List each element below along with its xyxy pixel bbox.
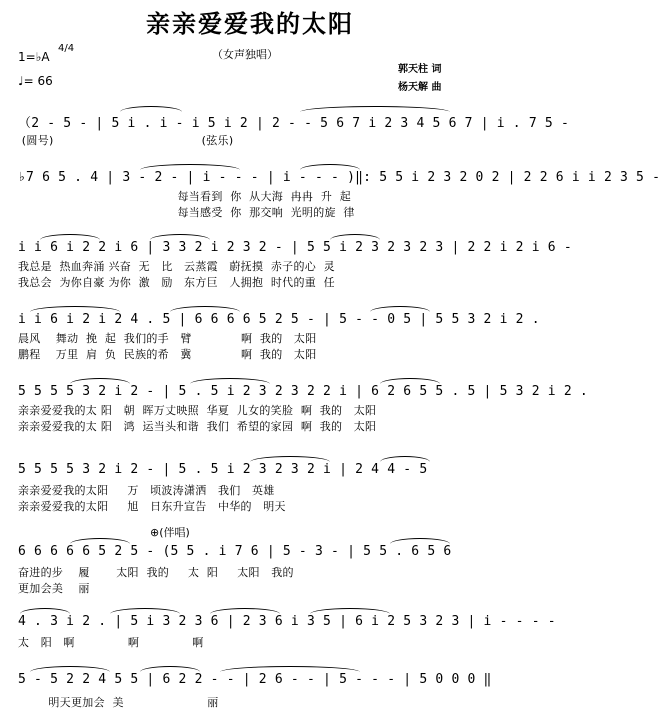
composer-credit: 杨天解 曲 <box>398 82 442 93</box>
notation-line: 5 5 5 5 3 2 i 2 - | 5 . 5 i 2 3 2 3 2 i | 2 4 4 - 5 <box>18 462 428 477</box>
lyric-line-2: 亲亲爱爱我的太阳 旭 日东升宣告 中华的 明天 <box>18 500 286 513</box>
score-system-6 <box>0 454 500 514</box>
lyricist-credit: 郭天柱 词 <box>398 64 442 75</box>
notation-line: ♭7 6 5 . 4 | 3 - 2 - | i - - - | i - - - )‖: 5 5 i 2 3 2 0 2 | 2 2 6 i i 2 3 5 - <box>18 170 660 185</box>
lyric-line-1: 我总是 热血奔涌 兴奋 无 比 云蒸霞 蔚抚摸 赤子的心 灵 <box>18 260 335 273</box>
notation-line: （2 - 5 - | 5 i . i - i 5 i 2 | 2 - - 5 6 7 i 2 3 4 5 6 7 | i . 7 5 - <box>18 116 569 131</box>
lyric-line-1: 亲亲爱爱我的太阳 万 顷波涛潇洒 我们 英雄 <box>18 484 275 497</box>
notation-line: i i 6 i 2 2 i 6 | 3 3 2 i 2 3 2 - | 5 5 i 2 3 2 3 2 3 | 2 2 i 2 i 6 - <box>18 240 572 255</box>
score-system-2 <box>0 162 660 220</box>
score-system-8 <box>0 606 556 650</box>
notation-line: 4 . 3 i 2 . | 5 i 3 2 3 6 | 2 3 6 i 3 5 | 6 i 2 5 3 2 3 | i - - - - <box>18 614 556 629</box>
notation-line: 5 - 5 2 2 4 5 5 | 6 2 2 - - | 2 6 - - | 5 - - - | 5 0 0 0 ‖ <box>18 672 492 687</box>
notation-line: 6 6 6 6 6 5 2 5 - (5 5 . i 7 6 | 5 - 3 - | 5 5 . 6 5 6 <box>18 544 452 559</box>
time-signature <box>58 44 74 54</box>
lyric-line-1: 明天更加会 美 丽 <box>18 696 219 709</box>
key-signature: 1=♭A <box>18 50 50 64</box>
lyric-line-2: 更加会美 丽 <box>18 582 90 595</box>
score-system-7 <box>0 522 500 594</box>
lyric-line-1: 奋进的步 履 太阳 我的 太 阳 太阳 我的 <box>18 566 294 579</box>
tempo-mark: ♩= 66 <box>18 74 53 88</box>
voice-type: （女声独唱） <box>212 48 278 61</box>
score-system-5 <box>0 376 588 434</box>
score-system-9 <box>0 664 500 716</box>
lyric-line-1: 太 阳 啊 啊 啊 <box>18 636 204 649</box>
lyric-line-2: 我总会 为你自豪 为你 激 励 东方巨 人拥抱 时代的重 任 <box>18 276 335 289</box>
accompaniment-annotation: ⊕(伴唱) <box>150 526 190 539</box>
lyric-line-1: (圆号) (弦乐) <box>18 134 234 147</box>
notation-line: i i 6 i 2 i 2 4 . 5 | 6 6 6 6 5 2 5 - | 5 - - 0 5 | 5 5 3 2 i 2 . <box>18 312 540 327</box>
lyric-line-2: 鹏程 万里 肩 负 民族的希 冀 啊 我的 太阳 <box>18 348 317 361</box>
lyric-line-2: 亲亲爱爱我的太 阳 鸿 运当头和谐 我们 希望的家园 啊 我的 太阳 <box>18 420 377 433</box>
score-system-4 <box>0 304 540 362</box>
lyric-line-1: 晨风 舞动 挽 起 我们的手 臂 啊 我的 太阳 <box>18 332 317 345</box>
song-title: 亲亲爱爱我的太阳 <box>146 9 354 38</box>
score-system-1 <box>0 104 569 152</box>
time-signature-value: 4/4 <box>58 43 75 54</box>
lyric-line-1: 亲亲爱爱我的太 阳 朝 晖万丈映照 华夏 儿女的笑脸 啊 我的 太阳 <box>18 404 377 417</box>
score-system-3 <box>0 232 572 290</box>
lyric-line-2: 每当感受 你 那交响 光明的旋 律 <box>18 206 355 219</box>
notation-line: 5 5 5 5 3 2 i 2 - | 5 . 5 i 2 3 2 3 2 2 i | 6 2 6 5 5 . 5 | 5 3 2 i 2 . <box>18 384 588 399</box>
lyric-line-1: 每当看到 你 从大海 冉冉 升 起 <box>18 190 352 203</box>
